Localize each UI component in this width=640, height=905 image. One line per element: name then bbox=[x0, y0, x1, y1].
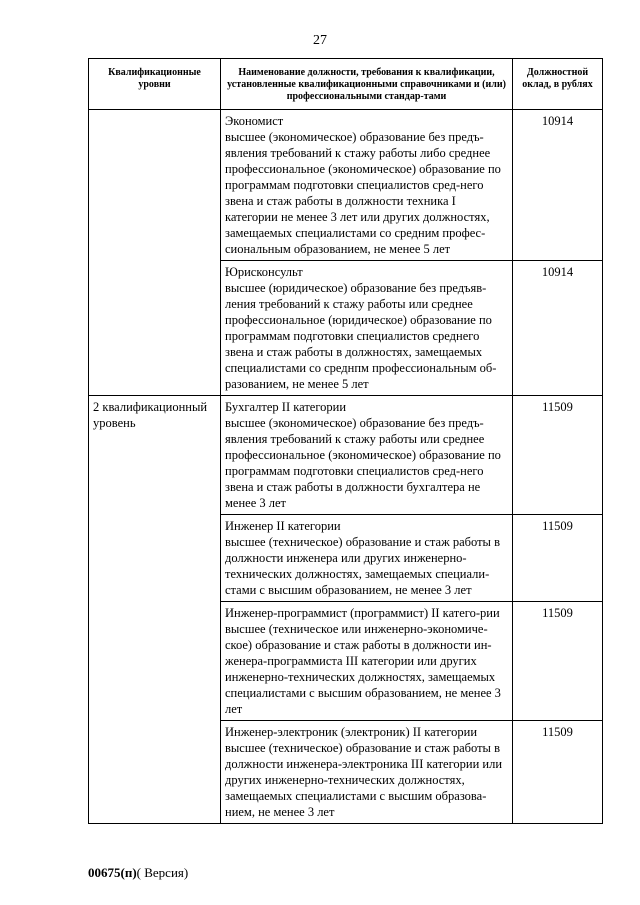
position-cell bbox=[221, 261, 513, 396]
header-salary: Должностной оклад, в рублях bbox=[513, 59, 603, 110]
document-version: ( Версия) bbox=[136, 865, 189, 880]
position-requirements: высшее (техническое) образование и стаж работы в должности инженера-электроника III категории или других инженерно-технических должностях, замещаемых специалистами с высшим образова-нием, не менее 3 лет bbox=[225, 741, 503, 819]
qualification-table bbox=[88, 58, 603, 824]
position-cell bbox=[221, 721, 513, 824]
position-title: Юрисконсульт bbox=[225, 265, 303, 279]
document-footer bbox=[88, 865, 188, 881]
position-cell bbox=[221, 602, 513, 721]
salary-cell: 11509 bbox=[513, 396, 603, 515]
position-requirements: высшее (техническое) образование и стаж работы в должности инженера или других инженерно-технических должностях, замещаемых специали-стами с высшим образованием, не менее 3 лет bbox=[225, 535, 500, 597]
position-requirements: высшее (экономическое) образование без предъ-явления требований к стажу работы либо среднее профессиональное (экономическое) образование по программам подготовки специалистов сред-него звена и стаж работы в должности техника I категории не менее 3 лет или других должностях, замещаемых специалистами со средним профес-сиональным образованием, не менее 5 лет bbox=[225, 130, 501, 256]
salary-cell: 10914 bbox=[513, 261, 603, 396]
salary-cell: 10914 bbox=[513, 110, 603, 261]
level-cell-2: 2 квалификационный уровень bbox=[89, 396, 221, 824]
document-code: 00675(п) bbox=[88, 865, 137, 880]
table-header-row bbox=[89, 59, 603, 110]
header-position-requirements: Наименование должности, требования к квалификации, установленные квалификационными справочниками и (или) профессиональными стандар-тами bbox=[221, 59, 513, 110]
position-requirements: высшее (юридическое) образование без предъяв-ления требований к стажу работы или среднее профессиональное (юридическое) образование по программам подготовки специалистов среднего звена и стаж работы в должностях, замещаемых специалистами со среднпм профессиональным об-разованием, не менее 5 лет bbox=[225, 281, 497, 391]
position-cell bbox=[221, 515, 513, 602]
header-qualification-levels: Квалификационные уровни bbox=[89, 59, 221, 110]
level-cell-empty bbox=[89, 110, 221, 396]
salary-cell: 11509 bbox=[513, 602, 603, 721]
salary-cell: 11509 bbox=[513, 721, 603, 824]
position-title: Инженер-электроник (электроник) II категории bbox=[225, 725, 478, 739]
table-row bbox=[89, 396, 603, 515]
position-requirements: высшее (экономическое) образование без предъ-явления требований к стажу работы или среднее профессиональное (экономическое) образование по программам подготовки специалистов сред-него звена и стаж работы в должности бухгалтера не менее 3 лет bbox=[225, 416, 501, 510]
position-title: Бухгалтер II категории bbox=[225, 400, 347, 414]
position-cell bbox=[221, 396, 513, 515]
position-title: Инженер II категории bbox=[225, 519, 341, 533]
position-title: Экономист bbox=[225, 114, 284, 128]
position-title: Инженер-программист (программист) II катего-рии bbox=[225, 606, 500, 620]
table-row bbox=[89, 110, 603, 261]
position-cell bbox=[221, 110, 513, 261]
position-requirements: высшее (техническое или инженерно-экономиче-ское) образование и стаж работы в должности ин-женера-программиста III категории или других инженерно-технических должностях, замещаемых специалистами с высшим образованием, не менее 3 лет bbox=[225, 622, 501, 716]
page-number: 27 bbox=[313, 33, 327, 48]
salary-cell: 11509 bbox=[513, 515, 603, 602]
